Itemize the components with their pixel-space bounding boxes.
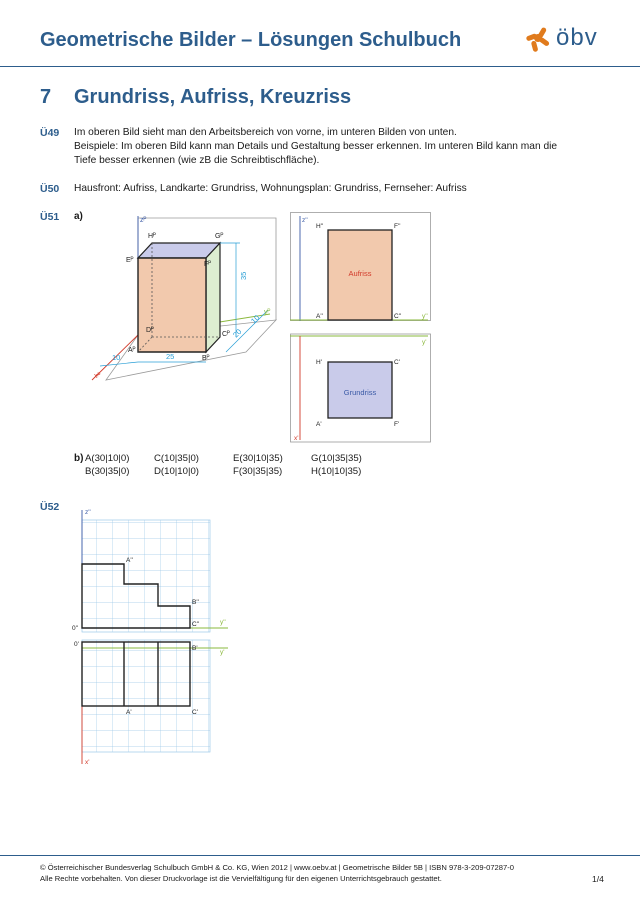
iso-label-f: Fᴾ xyxy=(204,261,212,268)
header-title: Geometrische Bilder – Lösungen Schulbuch xyxy=(40,29,462,51)
grundriss-label-y: y' xyxy=(422,339,427,346)
oebv-logo-text: öbv xyxy=(556,24,598,51)
aufriss-label-y: y'' xyxy=(422,313,428,320)
u52-label-a1: A' xyxy=(126,709,132,716)
aufriss-label-f: F'' xyxy=(394,223,401,230)
aufriss-label-a: A'' xyxy=(316,313,323,320)
grundriss-label: Grundriss xyxy=(343,388,377,397)
iso-label-h: Hᴾ xyxy=(148,233,156,240)
footer-text xyxy=(40,862,514,884)
footer-line-1: © Österreichischer Bundesverlag Schulbuch GmbH & Co. KG, Wien 2012 | www.oebv.at | Geometrische Bilder 5B | ISBN 978-3-209-07287-0 xyxy=(40,863,514,872)
iso-label-c: Cᴾ xyxy=(222,331,230,338)
dim-line-10a xyxy=(100,362,138,366)
point-h: H(10|10|35) xyxy=(311,466,362,477)
u52-label-b2: B'' xyxy=(192,599,199,606)
grundriss-label-h: H' xyxy=(316,359,322,366)
u52-label-o2: 0'' xyxy=(72,625,79,632)
u52-label-y2: y'' xyxy=(220,619,226,626)
u52-label-o1: 0' xyxy=(74,641,79,648)
aufriss-label-h: H'' xyxy=(316,223,324,230)
grundriss-label-a: A' xyxy=(316,421,322,428)
point-e: E(30|10|35) xyxy=(233,453,283,464)
point-d: D(10|10|0) xyxy=(154,466,199,477)
exercise-label-u52: Ü52 xyxy=(40,501,60,513)
u52-label-y1: y' xyxy=(220,649,225,656)
grundriss-label-c: C' xyxy=(394,359,400,366)
u52-grid-figure xyxy=(72,506,232,768)
u52-label-b1: B' xyxy=(192,645,198,652)
iso-label-e: Eᴾ xyxy=(126,257,134,264)
point-g: G(10|35|35) xyxy=(311,453,362,464)
u51-part-b-label: b) xyxy=(74,453,84,464)
oblique-projection-figure xyxy=(86,210,278,386)
u52-label-c2: C'' xyxy=(192,621,200,628)
grundriss-label-f: F' xyxy=(394,421,400,428)
point-b: B(30|35|0) xyxy=(85,466,130,477)
dim-label-35: 35 xyxy=(239,271,248,280)
front-face xyxy=(138,258,206,352)
point-c: C(10|35|0) xyxy=(154,453,199,464)
dim-label-10b: 10 xyxy=(249,313,262,326)
aufriss-label-c: C'' xyxy=(394,313,402,320)
dim-label-10a: 10 xyxy=(112,353,121,362)
u52-label-z: z'' xyxy=(85,509,91,516)
footer-divider xyxy=(0,855,640,856)
chapter-number: 7 xyxy=(40,86,52,108)
u49-line-2: Beispiele: Im oberen Bild kann man Details und Gestaltung besser erkennen. Im unteren Bild kann man die xyxy=(74,141,558,152)
dim-label-25: 25 xyxy=(166,352,175,361)
iso-label-x: xᴾ xyxy=(94,373,101,380)
lower-grid xyxy=(82,640,210,752)
side-face xyxy=(206,243,220,352)
iso-label-y: yᴾ xyxy=(264,309,271,316)
exercise-label-u49: Ü49 xyxy=(40,127,60,139)
exercise-label-u51: Ü51 xyxy=(40,211,60,223)
aufriss-label: Aufriss xyxy=(348,269,372,278)
footer-line-2: Alle Rechte vorbehalten. Von dieser Druckvorlage ist die Vervielfältigung für den eigenen Unterrichtsgebrauch gestattet. xyxy=(40,874,442,883)
upper-grid xyxy=(82,520,210,632)
iso-label-b: Bᴾ xyxy=(202,355,210,362)
point-f: F(30|35|35) xyxy=(233,466,283,477)
u52-label-c1: C' xyxy=(192,709,198,716)
u52-label-x: x' xyxy=(85,759,90,766)
page-number: 1/4 xyxy=(592,874,604,884)
aufriss-label-z: z'' xyxy=(302,217,308,224)
u50-text: Hausfront: Aufriss, Landkarte: Grundriss, Wohnungsplan: Grundriss, Fernseher: Aufriss xyxy=(74,183,467,194)
u49-line-3: Tiefe besser erkennen (wie zB die Schreibtischfläche). xyxy=(74,155,320,166)
iso-label-z: zᴾ xyxy=(140,217,147,224)
two-view-projection-figure xyxy=(290,212,436,444)
oebv-logo-icon xyxy=(524,24,554,54)
iso-label-d: Dᴾ xyxy=(146,327,154,334)
u52-label-a2: A'' xyxy=(126,557,133,564)
point-a: A(30|10|0) xyxy=(85,453,130,464)
chapter-title: Grundriss, Aufriss, Kreuzriss xyxy=(74,86,352,108)
u51-part-a-label: a) xyxy=(74,211,83,222)
grundriss-label-x: x' xyxy=(294,435,299,442)
header-divider xyxy=(0,66,640,67)
u49-line-1: Im oberen Bild sieht man den Arbeitsbereich von vorne, im unteren Bilden von unten. xyxy=(74,127,457,138)
iso-label-g: Gᴾ xyxy=(215,233,224,240)
dim-label-20: 20 xyxy=(231,327,244,340)
u49-text xyxy=(74,126,557,168)
exercise-label-u50: Ü50 xyxy=(40,183,60,195)
iso-label-a: Aᴾ xyxy=(128,347,136,354)
